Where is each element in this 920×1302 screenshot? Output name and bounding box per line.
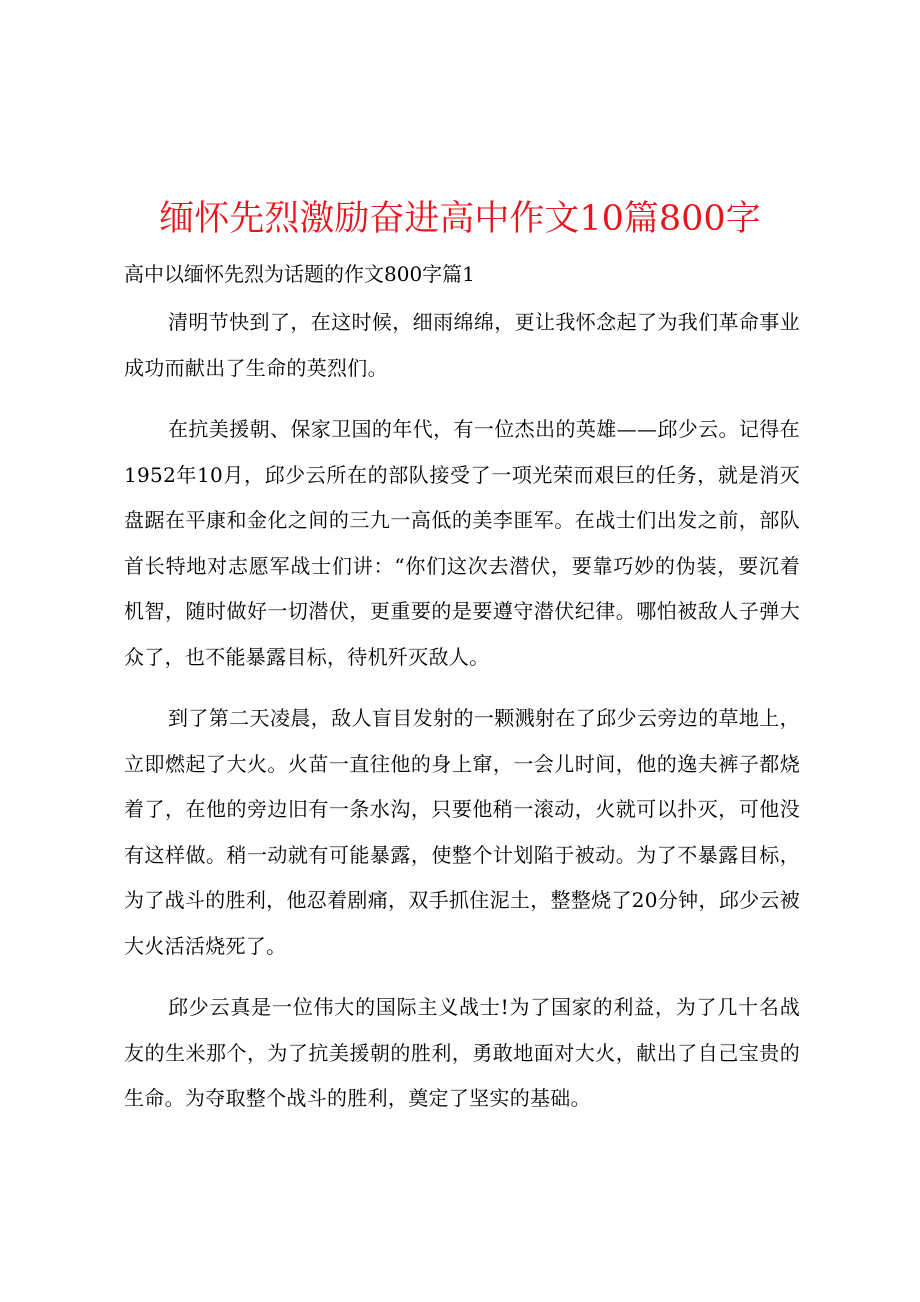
paragraph-1: 清明节快到了，在这时候，细雨绵绵，更让我怀念起了为我们革命事业成功而献出了生命的英烈们。 xyxy=(124,310,800,380)
document-body xyxy=(124,250,800,1138)
paragraph-4: 邱少云真是一位伟大的国际主义战士!为了国家的利益，为了几十名战友的生米那个，为了抗美援朝的胜利，勇敢地面对大火，献出了自己宝贵的生命。为夺取整个战斗的胜利，奠定了坚实的基础。 xyxy=(124,995,800,1110)
paragraph-2: 在抗美援朝、保家卫国的年代，有一位杰出的英雄——邱少云。记得在1952年10月，邱少云所在的部队接受了一项光荣而艰巨的任务，就是消灭盘踞在平康和金化之间的三九一高低的美李匪军。在战士们出发之前，部队首长特地对志愿军战士们讲：“你们这次去潜伏，要靠巧妙的伪装，要沉着机智，随时做好一切潜伏，更重要的是要遵守潜伏纪律。哪怕被敌人子弹大众了，也不能暴露目标，待机歼灭敌人。 xyxy=(124,417,800,669)
paragraph-3: 到了第二天凌晨，敌人盲目发射的一颗溅射在了邱少云旁边的草地上，立即燃起了大火。火苗一直往他的身上窜，一会儿时间，他的逸夫裤子都烧着了，在他的旁边旧有一条水沟，只要他稍一滚动，火就可以扑灭，可他没有这样做。稍一动就有可能暴露，使整个计划陷于被动。为了不暴露目标，为了战斗的胜利，他忍着剧痛，双手抓住泥土，整整烧了20分钟，邱少云被大火活活烧死了。 xyxy=(124,706,800,958)
document-title: 缅怀先烈激励奋进高中作文10篇800字 xyxy=(159,199,761,239)
section-heading: 高中以缅怀先烈为话题的作文800字篇1 xyxy=(124,262,475,286)
